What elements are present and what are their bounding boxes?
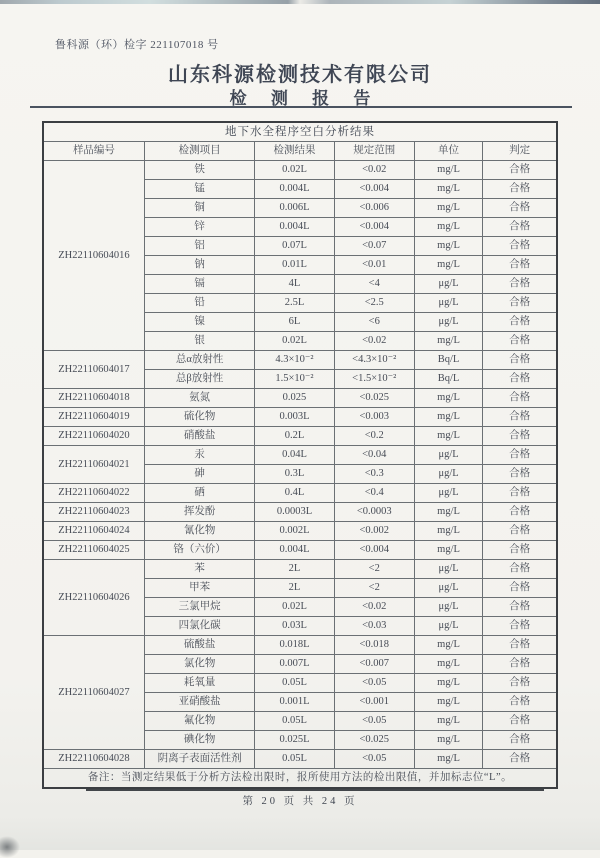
- item-cell: 阴离子表面活性剂: [144, 750, 254, 769]
- range-cell: <0.003: [334, 408, 414, 427]
- range-cell: <0.002: [334, 522, 414, 541]
- range-cell: <2: [334, 560, 414, 579]
- item-cell: 总β放射性: [144, 370, 254, 389]
- range-cell: <4.3×10⁻²: [334, 351, 414, 370]
- verdict-cell: 合格: [483, 199, 557, 218]
- sample-id-cell: ZH22110604026: [43, 560, 144, 636]
- range-cell: <0.01: [334, 256, 414, 275]
- result-cell: 0.025L: [255, 731, 334, 750]
- range-cell: <0.004: [334, 180, 414, 199]
- sample-id-cell: ZH22110604027: [43, 636, 144, 750]
- item-cell: 镉: [144, 275, 254, 294]
- range-cell: <0.05: [334, 674, 414, 693]
- range-cell: <2.5: [334, 294, 414, 313]
- result-cell: 0.07L: [255, 237, 334, 256]
- col-header-item: 检测项目: [144, 142, 254, 161]
- verdict-cell: 合格: [483, 484, 557, 503]
- result-cell: 0.05L: [255, 674, 334, 693]
- result-cell: 0.003L: [255, 408, 334, 427]
- page-number: 第 20 页 共 24 页: [242, 796, 358, 807]
- item-cell: 铅: [144, 294, 254, 313]
- sample-id-cell: ZH22110604024: [43, 522, 144, 541]
- item-cell: 汞: [144, 446, 254, 465]
- table-row: [43, 522, 557, 541]
- unit-cell: mg/L: [414, 389, 482, 408]
- verdict-cell: 合格: [483, 389, 557, 408]
- item-cell: 甲苯: [144, 579, 254, 598]
- result-cell: 2L: [255, 579, 334, 598]
- item-cell: 铜: [144, 199, 254, 218]
- unit-cell: mg/L: [414, 541, 482, 560]
- verdict-cell: 合格: [483, 750, 557, 769]
- range-cell: <4: [334, 275, 414, 294]
- verdict-cell: 合格: [483, 408, 557, 427]
- result-cell: 6L: [255, 313, 334, 332]
- unit-cell: mg/L: [414, 693, 482, 712]
- verdict-cell: 合格: [483, 655, 557, 674]
- range-cell: <0.05: [334, 750, 414, 769]
- verdict-cell: 合格: [483, 712, 557, 731]
- col-header-sample-id: 样品编号: [43, 142, 144, 161]
- col-header-verdict: 判定: [483, 142, 557, 161]
- table-row: [43, 389, 557, 408]
- verdict-cell: 合格: [483, 617, 557, 636]
- verdict-cell: 合格: [483, 674, 557, 693]
- range-cell: <0.07: [334, 237, 414, 256]
- result-cell: 2L: [255, 560, 334, 579]
- verdict-cell: 合格: [483, 256, 557, 275]
- title-divider-line: [30, 106, 572, 108]
- col-header-range: 规定范围: [334, 142, 414, 161]
- item-cell: 砷: [144, 465, 254, 484]
- result-cell: 4.3×10⁻²: [255, 351, 334, 370]
- unit-cell: mg/L: [414, 237, 482, 256]
- item-cell: 镍: [144, 313, 254, 332]
- range-cell: <0.007: [334, 655, 414, 674]
- item-cell: 挥发酚: [144, 503, 254, 522]
- result-cell: 0.001L: [255, 693, 334, 712]
- range-cell: <2: [334, 579, 414, 598]
- unit-cell: mg/L: [414, 218, 482, 237]
- report-ref-number: 鲁科源（环）检字 221107018 号: [55, 39, 219, 51]
- result-cell: 1.5×10⁻²: [255, 370, 334, 389]
- unit-cell: μg/L: [414, 617, 482, 636]
- item-cell: 总α放射性: [144, 351, 254, 370]
- unit-cell: mg/L: [414, 161, 482, 180]
- result-cell: 0.006L: [255, 199, 334, 218]
- item-cell: 三氯甲烷: [144, 598, 254, 617]
- company-name: 山东科源检测技术有限公司: [168, 64, 432, 86]
- item-cell: 锌: [144, 218, 254, 237]
- footer-divider-line: [86, 789, 544, 791]
- range-cell: <0.025: [334, 731, 414, 750]
- unit-cell: mg/L: [414, 199, 482, 218]
- range-cell: <0.0003: [334, 503, 414, 522]
- item-cell: 铝: [144, 237, 254, 256]
- result-cell: 0.004L: [255, 541, 334, 560]
- unit-cell: mg/L: [414, 731, 482, 750]
- result-cell: 0.02L: [255, 161, 334, 180]
- result-cell: 0.018L: [255, 636, 334, 655]
- unit-cell: Bq/L: [414, 351, 482, 370]
- note-text: 备注：当测定结果低于分析方法检出限时，报所使用方法的检出限值，并加标志位“L”。: [43, 769, 557, 789]
- unit-cell: mg/L: [414, 712, 482, 731]
- unit-cell: mg/L: [414, 636, 482, 655]
- results-table: [42, 121, 558, 789]
- unit-cell: μg/L: [414, 465, 482, 484]
- result-cell: 0.004L: [255, 180, 334, 199]
- verdict-cell: 合格: [483, 294, 557, 313]
- result-cell: 0.03L: [255, 617, 334, 636]
- sample-id-cell: ZH22110604016: [43, 161, 144, 351]
- unit-cell: mg/L: [414, 674, 482, 693]
- result-cell: 0.4L: [255, 484, 334, 503]
- verdict-cell: 合格: [483, 465, 557, 484]
- unit-cell: μg/L: [414, 313, 482, 332]
- range-cell: <0.025: [334, 389, 414, 408]
- result-cell: 0.05L: [255, 712, 334, 731]
- result-cell: 0.02L: [255, 598, 334, 617]
- range-cell: <0.4: [334, 484, 414, 503]
- result-cell: 0.004L: [255, 218, 334, 237]
- unit-cell: mg/L: [414, 503, 482, 522]
- unit-cell: mg/L: [414, 332, 482, 351]
- range-cell: <0.02: [334, 161, 414, 180]
- unit-cell: mg/L: [414, 655, 482, 674]
- result-cell: 0.007L: [255, 655, 334, 674]
- verdict-cell: 合格: [483, 218, 557, 237]
- verdict-cell: 合格: [483, 180, 557, 199]
- item-cell: 硫酸盐: [144, 636, 254, 655]
- item-cell: 氟化物: [144, 712, 254, 731]
- result-cell: 0.04L: [255, 446, 334, 465]
- unit-cell: μg/L: [414, 560, 482, 579]
- item-cell: 铁: [144, 161, 254, 180]
- sample-id-cell: ZH22110604017: [43, 351, 144, 389]
- unit-cell: μg/L: [414, 275, 482, 294]
- result-cell: 0.025: [255, 389, 334, 408]
- verdict-cell: 合格: [483, 427, 557, 446]
- range-cell: <1.5×10⁻²: [334, 370, 414, 389]
- note-row: [43, 769, 557, 789]
- unit-cell: mg/L: [414, 256, 482, 275]
- range-cell: <0.006: [334, 199, 414, 218]
- item-cell: 氯化物: [144, 655, 254, 674]
- scan-shadow-artifact: [0, 836, 20, 858]
- verdict-cell: 合格: [483, 275, 557, 294]
- verdict-cell: 合格: [483, 237, 557, 256]
- verdict-cell: 合格: [483, 541, 557, 560]
- result-cell: 0.05L: [255, 750, 334, 769]
- item-cell: 银: [144, 332, 254, 351]
- table-title: 地下水全程序空白分析结果: [43, 122, 557, 142]
- sample-id-cell: ZH22110604021: [43, 446, 144, 484]
- range-cell: <0.004: [334, 218, 414, 237]
- range-cell: <0.03: [334, 617, 414, 636]
- report-title: 检 测 报 告: [229, 89, 381, 108]
- item-cell: 苯: [144, 560, 254, 579]
- item-cell: 碘化物: [144, 731, 254, 750]
- table-title-row: [43, 122, 557, 142]
- item-cell: 硒: [144, 484, 254, 503]
- result-cell: 0.0003L: [255, 503, 334, 522]
- verdict-cell: 合格: [483, 598, 557, 617]
- table-row: [43, 161, 557, 180]
- item-cell: 耗氧量: [144, 674, 254, 693]
- result-cell: 0.2L: [255, 427, 334, 446]
- result-cell: 0.002L: [255, 522, 334, 541]
- range-cell: <0.2: [334, 427, 414, 446]
- verdict-cell: 合格: [483, 351, 557, 370]
- col-header-result: 检测结果: [255, 142, 334, 161]
- unit-cell: μg/L: [414, 484, 482, 503]
- table-row: [43, 484, 557, 503]
- table-row: [43, 636, 557, 655]
- verdict-cell: 合格: [483, 161, 557, 180]
- range-cell: <0.018: [334, 636, 414, 655]
- verdict-cell: 合格: [483, 370, 557, 389]
- item-cell: 硝酸盐: [144, 427, 254, 446]
- item-cell: 氨氮: [144, 389, 254, 408]
- unit-cell: μg/L: [414, 579, 482, 598]
- unit-cell: mg/L: [414, 522, 482, 541]
- result-cell: 0.02L: [255, 332, 334, 351]
- result-cell: 0.3L: [255, 465, 334, 484]
- table-row: [43, 351, 557, 370]
- unit-cell: mg/L: [414, 408, 482, 427]
- result-cell: 4L: [255, 275, 334, 294]
- range-cell: <0.001: [334, 693, 414, 712]
- col-header-unit: 单位: [414, 142, 482, 161]
- result-cell: 0.01L: [255, 256, 334, 275]
- table-row: [43, 408, 557, 427]
- table-header-row: [43, 142, 557, 161]
- verdict-cell: 合格: [483, 332, 557, 351]
- verdict-cell: 合格: [483, 579, 557, 598]
- table-row: [43, 541, 557, 560]
- range-cell: <0.3: [334, 465, 414, 484]
- sample-id-cell: ZH22110604023: [43, 503, 144, 522]
- sample-id-cell: ZH22110604020: [43, 427, 144, 446]
- item-cell: 锰: [144, 180, 254, 199]
- range-cell: <0.02: [334, 332, 414, 351]
- verdict-cell: 合格: [483, 503, 557, 522]
- range-cell: <0.004: [334, 541, 414, 560]
- verdict-cell: 合格: [483, 446, 557, 465]
- sample-id-cell: ZH22110604028: [43, 750, 144, 769]
- verdict-cell: 合格: [483, 313, 557, 332]
- unit-cell: mg/L: [414, 180, 482, 199]
- range-cell: <0.02: [334, 598, 414, 617]
- result-cell: 2.5L: [255, 294, 334, 313]
- unit-cell: mg/L: [414, 750, 482, 769]
- range-cell: <0.04: [334, 446, 414, 465]
- table-row: [43, 503, 557, 522]
- item-cell: 亚硝酸盐: [144, 693, 254, 712]
- unit-cell: μg/L: [414, 598, 482, 617]
- verdict-cell: 合格: [483, 693, 557, 712]
- table-row: [43, 427, 557, 446]
- verdict-cell: 合格: [483, 636, 557, 655]
- item-cell: 四氯化碳: [144, 617, 254, 636]
- scan-edge-artifact: [0, 0, 600, 4]
- sample-id-cell: ZH22110604018: [43, 389, 144, 408]
- verdict-cell: 合格: [483, 560, 557, 579]
- table-row: [43, 750, 557, 769]
- item-cell: 硫化物: [144, 408, 254, 427]
- unit-cell: mg/L: [414, 427, 482, 446]
- sample-id-cell: ZH22110604019: [43, 408, 144, 427]
- verdict-cell: 合格: [483, 731, 557, 750]
- sample-id-cell: ZH22110604025: [43, 541, 144, 560]
- unit-cell: μg/L: [414, 294, 482, 313]
- sample-id-cell: ZH22110604022: [43, 484, 144, 503]
- table-row: [43, 560, 557, 579]
- verdict-cell: 合格: [483, 522, 557, 541]
- item-cell: 氰化物: [144, 522, 254, 541]
- results-table-body: [43, 161, 557, 769]
- table-row: [43, 446, 557, 465]
- range-cell: <0.05: [334, 712, 414, 731]
- item-cell: 铬（六价）: [144, 541, 254, 560]
- unit-cell: μg/L: [414, 446, 482, 465]
- unit-cell: Bq/L: [414, 370, 482, 389]
- item-cell: 钠: [144, 256, 254, 275]
- range-cell: <6: [334, 313, 414, 332]
